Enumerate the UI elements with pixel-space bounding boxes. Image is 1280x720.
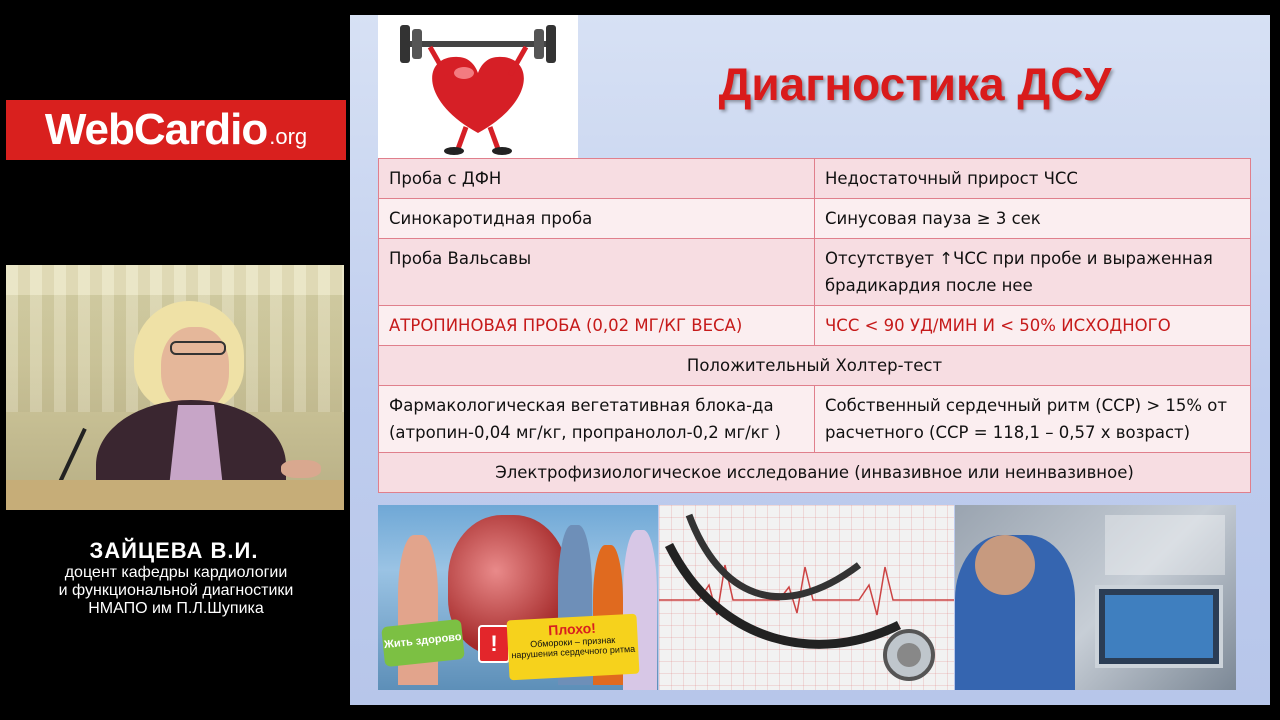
table-cell: Отсутствует ↑ЧСС при пробе и выраженная брадикардия после нее <box>815 239 1251 306</box>
table-cell: Собственный сердечный ритм (ССР) > 15% от расчетного (ССР = 118,1 – 0,57 x возраст) <box>815 386 1251 453</box>
table-cell: Положительный Холтер-тест <box>379 346 1251 386</box>
monitor-icon <box>1095 585 1223 668</box>
table-row <box>379 346 1251 386</box>
table-cell: Недостаточный прирост ЧСС <box>815 159 1251 199</box>
table-cell: Фармакологическая вегетативная блока-да (атропин-0,04 мг/кг, пропранолол-0,2 мг/кг ) <box>379 386 815 453</box>
table-cell: Синокаротидная проба <box>379 199 815 239</box>
table-cell: АТРОПИНОВАЯ ПРОБА (0,02 МГ/КГ ВЕСА) <box>379 306 815 346</box>
table-cell: Синусовая пауза ≥ 3 сек <box>815 199 1251 239</box>
tv-caption-banner <box>507 614 640 681</box>
doctor-monitor-photo <box>955 505 1236 690</box>
table-row <box>379 453 1251 493</box>
slide-title: Диагностика ДСУ <box>718 58 1112 110</box>
presentation-slide <box>350 15 1270 705</box>
table-cell: Проба с ДФН <box>379 159 815 199</box>
table-cell: Электрофизиологическое исследование (инвазивное или неинвазивное) <box>379 453 1251 493</box>
tv-headline: Плохо! <box>547 619 597 639</box>
logo-suffix-text: .org <box>269 124 308 149</box>
tv-brand-badge <box>381 619 465 667</box>
stethoscope-icon <box>659 505 954 690</box>
speaker-video <box>6 265 344 510</box>
table-row <box>379 159 1251 199</box>
tv-brand-text: Жить здорово <box>383 630 463 652</box>
speaker-caption <box>0 538 352 618</box>
diagnostics-table <box>378 158 1251 493</box>
speaker-title-line-2: и функциональной диагностики <box>58 582 294 599</box>
table-row <box>379 306 1251 346</box>
tv-show-photo <box>378 505 658 690</box>
stethoscope-ecg-photo <box>659 505 954 690</box>
table-row <box>379 386 1251 453</box>
heart-weightlifting-image <box>378 15 578 158</box>
table-row <box>379 239 1251 306</box>
speaker-title-line-1: доцент кафедры кардиологии <box>64 564 288 581</box>
table-row <box>379 199 1251 239</box>
photo-strip <box>378 505 1238 690</box>
tv-caption: Обмороки – признак нарушения сердечного ритма <box>511 634 636 661</box>
logo-main-text: WebCardio <box>44 105 268 154</box>
speaker-title-line-3: НМАПО им П.Л.Шупика <box>88 600 264 617</box>
speaker-name: ЗАЙЦЕВА В.И. <box>89 538 259 563</box>
warning-icon: ! <box>478 625 510 663</box>
table-cell: ЧСС < 90 УД/МИН И < 50% ИСХОДНОГО <box>815 306 1251 346</box>
webcardio-logo <box>6 100 346 160</box>
table-cell: Проба Вальсавы <box>379 239 815 306</box>
